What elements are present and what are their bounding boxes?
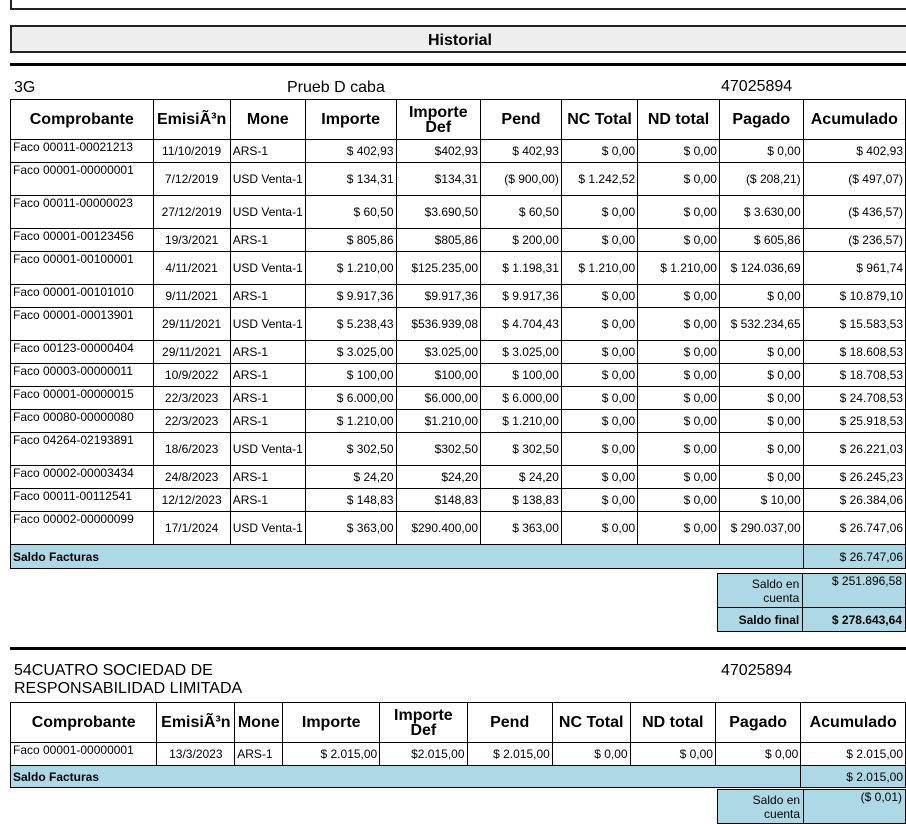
saldo-cuenta-label: Saldo en cuenta xyxy=(718,790,804,824)
cell-pagado: ($ 208,21) xyxy=(719,163,803,196)
cell-acumulado: ($ 436,57) xyxy=(803,196,905,229)
cell-comprobante: Faco 00001-00123456 xyxy=(11,229,154,252)
cell-emision: 18/6/2023 xyxy=(153,433,230,466)
table-row xyxy=(11,364,906,387)
cell-nc-total: $ 1.210,00 xyxy=(561,252,637,285)
client-code: 3G xyxy=(14,79,36,96)
table-row xyxy=(11,140,906,163)
cell-importe: $ 6.000,00 xyxy=(305,387,396,410)
col-header: Comprobante xyxy=(11,703,157,743)
cell-importe: $ 1.210,00 xyxy=(305,410,396,433)
cell-nd-total: $ 0,00 xyxy=(638,512,720,545)
cell-acumulado: $ 2.015,00 xyxy=(801,743,906,766)
cell-importe-def: $1.210,00 xyxy=(396,410,481,433)
saldo-final-label: Saldo final xyxy=(718,608,803,632)
saldo-cuenta-label: Saldo en cuenta xyxy=(718,574,803,608)
client-number: 47025894 xyxy=(721,662,793,679)
table-row xyxy=(11,410,906,433)
cell-nc-total: $ 0,00 xyxy=(561,387,637,410)
cell-acumulado: $ 24.708,53 xyxy=(803,387,905,410)
cell-pend: $ 302,50 xyxy=(481,433,562,466)
cell-pagado: $ 3.630,00 xyxy=(719,196,803,229)
table-row xyxy=(11,285,906,308)
col-header: Comprobante xyxy=(11,100,154,140)
cell-comprobante: Faco 00011-00000023 xyxy=(11,196,154,229)
cell-emision: 29/11/2021 xyxy=(153,341,230,364)
cell-moneda: ARS-1 xyxy=(230,341,305,364)
cell-nd-total: $ 0,00 xyxy=(638,466,720,489)
cell-emision: 13/3/2023 xyxy=(157,743,235,766)
cell-moneda: ARS-1 xyxy=(230,140,305,163)
cell-moneda: ARS-1 xyxy=(230,410,305,433)
cell-emision: 12/12/2023 xyxy=(153,489,230,512)
cell-nd-total: $ 0,00 xyxy=(638,364,720,387)
cell-importe-def: $125.235,00 xyxy=(396,252,481,285)
cell-acumulado: $ 25.918,53 xyxy=(803,410,905,433)
cell-comprobante: Faco 00002-00003434 xyxy=(11,466,154,489)
cell-acumulado: ($ 497,07) xyxy=(803,163,905,196)
cell-nc-total: $ 0,00 xyxy=(561,489,637,512)
cell-nd-total: $ 0,00 xyxy=(638,285,720,308)
cell-comprobante: Faco 00001-00100001 xyxy=(11,252,154,285)
cell-moneda: ARS-1 xyxy=(235,743,283,766)
invoice-table xyxy=(10,99,906,569)
section-divider xyxy=(10,63,906,66)
cell-comprobante: Faco 00123-00000404 xyxy=(11,341,154,364)
cell-importe: $ 134,31 xyxy=(305,163,396,196)
col-header: NC Total xyxy=(552,703,630,743)
cell-importe-def: $134,31 xyxy=(396,163,481,196)
cell-nc-total: $ 0,00 xyxy=(552,743,630,766)
cell-nc-total: $ 0,00 xyxy=(561,410,637,433)
cell-importe: $ 100,00 xyxy=(305,364,396,387)
cell-pend: $ 24,20 xyxy=(481,466,562,489)
cell-nd-total: $ 1.210,00 xyxy=(638,252,720,285)
cell-nd-total: $ 0,00 xyxy=(638,387,720,410)
table-row xyxy=(11,229,906,252)
cell-emision: 10/9/2022 xyxy=(153,364,230,387)
cell-importe-def: $148,83 xyxy=(396,489,481,512)
cell-pagado: $ 0,00 xyxy=(719,466,803,489)
cell-importe-def: $302,50 xyxy=(396,433,481,466)
cell-nc-total: $ 0,00 xyxy=(561,140,637,163)
cell-moneda: USD Venta-1 xyxy=(230,196,305,229)
cell-importe-def: $290.400,00 xyxy=(396,512,481,545)
cell-importe-def: $3.690,50 xyxy=(396,196,481,229)
cell-moneda: ARS-1 xyxy=(230,466,305,489)
cell-nc-total: $ 0,00 xyxy=(561,512,637,545)
col-header: Importe xyxy=(305,100,396,140)
cell-comprobante: Faco 00001-00013901 xyxy=(11,308,154,341)
col-header: EmisiÃ³n xyxy=(157,703,235,743)
cell-pend: $ 4.704,43 xyxy=(481,308,562,341)
cell-pend: $ 200,00 xyxy=(481,229,562,252)
col-header: Mone xyxy=(235,703,283,743)
cell-pend: $ 1.198,31 xyxy=(481,252,562,285)
cell-moneda: USD Venta-1 xyxy=(230,308,305,341)
table-row xyxy=(11,308,906,341)
cell-pagado: $ 0,00 xyxy=(719,433,803,466)
cell-importe: $ 148,83 xyxy=(305,489,396,512)
table-row xyxy=(11,252,906,285)
cell-acumulado: $ 26.245,23 xyxy=(803,466,905,489)
col-header: Acumulado xyxy=(801,703,906,743)
cell-importe-def: $3.025,00 xyxy=(396,341,481,364)
cell-comprobante: Faco 00080-00000080 xyxy=(11,410,154,433)
cell-importe: $ 60,50 xyxy=(305,196,396,229)
cell-pagado: $ 0,00 xyxy=(719,364,803,387)
saldo-facturas-value: $ 26.747,06 xyxy=(803,545,905,569)
cell-emision: 27/12/2019 xyxy=(153,196,230,229)
cell-importe: $ 3.025,00 xyxy=(305,341,396,364)
cell-nc-total: $ 0,00 xyxy=(561,466,637,489)
col-header: NC Total xyxy=(561,100,637,140)
col-header: ND total xyxy=(630,703,715,743)
cell-pagado: $ 0,00 xyxy=(719,285,803,308)
col-header: Pend xyxy=(481,100,562,140)
cell-acumulado: $ 15.583,53 xyxy=(803,308,905,341)
cell-comprobante: Faco 00001-00000015 xyxy=(11,387,154,410)
cell-moneda: ARS-1 xyxy=(230,489,305,512)
cell-pagado: $ 10,00 xyxy=(719,489,803,512)
cell-pend: $ 1.210,00 xyxy=(481,410,562,433)
cell-comprobante: Faco 00001-00000001 xyxy=(11,743,157,766)
cell-nc-total: $ 0,00 xyxy=(561,308,637,341)
cell-importe-def: $6.000,00 xyxy=(396,387,481,410)
cell-emision: 19/3/2021 xyxy=(153,229,230,252)
cell-importe: $ 363,00 xyxy=(305,512,396,545)
cell-nc-total: $ 0,00 xyxy=(561,341,637,364)
balance-summary xyxy=(717,573,906,632)
cell-moneda: USD Venta-1 xyxy=(230,252,305,285)
cell-nd-total: $ 0,00 xyxy=(638,163,720,196)
cell-acumulado: $ 402,93 xyxy=(803,140,905,163)
cell-emision: 22/3/2023 xyxy=(153,410,230,433)
col-header: Pagado xyxy=(715,703,800,743)
cell-acumulado: $ 18.608,53 xyxy=(803,341,905,364)
cell-comprobante: Faco 00001-00101010 xyxy=(11,285,154,308)
col-header: Pend xyxy=(467,703,552,743)
cell-pend: $ 363,00 xyxy=(481,512,562,545)
cell-importe: $ 2.015,00 xyxy=(283,743,380,766)
table-header-row xyxy=(11,703,906,743)
client-code: 54CUATRO SOCIEDAD DE RESPONSABILIDAD LIMITADA xyxy=(14,662,243,697)
cell-emision: 11/10/2019 xyxy=(153,140,230,163)
cell-emision: 7/12/2019 xyxy=(153,163,230,196)
cell-importe: $ 9.917,36 xyxy=(305,285,396,308)
col-header: Importe Def xyxy=(396,100,481,140)
col-header: Acumulado xyxy=(803,100,905,140)
cell-acumulado: $ 26.384,06 xyxy=(803,489,905,512)
col-header: ND total xyxy=(638,100,720,140)
cell-importe-def: $2.015,00 xyxy=(380,743,467,766)
cell-pagado: $ 0,00 xyxy=(715,743,800,766)
cell-acumulado: $ 26.747,06 xyxy=(803,512,905,545)
table-row xyxy=(11,387,906,410)
cell-comprobante: Faco 00003-00000011 xyxy=(11,364,154,387)
cell-importe: $ 302,50 xyxy=(305,433,396,466)
table-row xyxy=(11,466,906,489)
cell-comprobante: Faco 00011-00021213 xyxy=(11,140,154,163)
cell-importe: $ 24,20 xyxy=(305,466,396,489)
top-frame xyxy=(10,0,906,10)
saldo-cuenta-value: $ 251.896,58 xyxy=(803,574,906,608)
client-name: Prueb D caba xyxy=(287,79,385,96)
cell-importe-def: $24,20 xyxy=(396,466,481,489)
cell-emision: 9/11/2021 xyxy=(153,285,230,308)
saldo-facturas-value: $ 2.015,00 xyxy=(801,766,906,788)
saldo-final-value: $ 278.643,64 xyxy=(803,608,906,632)
cell-nc-total: $ 0,00 xyxy=(561,285,637,308)
client-number: 47025894 xyxy=(721,78,793,95)
table-row xyxy=(11,489,906,512)
cell-pend: $ 100,00 xyxy=(481,364,562,387)
cell-importe: $ 5.238,43 xyxy=(305,308,396,341)
cell-pend: $ 3.025,00 xyxy=(481,341,562,364)
invoice-table xyxy=(10,702,906,788)
cell-acumulado: $ 961,74 xyxy=(803,252,905,285)
table-row xyxy=(11,341,906,364)
cell-importe-def: $536.939,08 xyxy=(396,308,481,341)
cell-nd-total: $ 0,00 xyxy=(638,410,720,433)
cell-moneda: ARS-1 xyxy=(230,285,305,308)
cell-pend: $ 6.000,00 xyxy=(481,387,562,410)
cell-moneda: USD Venta-1 xyxy=(230,433,305,466)
cell-pend: $ 2.015,00 xyxy=(467,743,552,766)
cell-importe-def: $100,00 xyxy=(396,364,481,387)
cell-moneda: ARS-1 xyxy=(230,387,305,410)
cell-pagado: $ 532.234,65 xyxy=(719,308,803,341)
table-row xyxy=(11,433,906,466)
cell-pend: $ 402,93 xyxy=(481,140,562,163)
col-header: Importe xyxy=(283,703,380,743)
cell-nc-total: $ 0,00 xyxy=(561,433,637,466)
cell-comprobante: Faco 00011-00112541 xyxy=(11,489,154,512)
cell-comprobante: Faco 00002-00000099 xyxy=(11,512,154,545)
cell-nc-total: $ 0,00 xyxy=(561,196,637,229)
cell-nd-total: $ 0,00 xyxy=(638,433,720,466)
cell-pagado: $ 0,00 xyxy=(719,410,803,433)
cell-pend: ($ 900,00) xyxy=(481,163,562,196)
cell-moneda: ARS-1 xyxy=(230,229,305,252)
col-header: Pagado xyxy=(719,100,803,140)
cell-acumulado: $ 18.708,53 xyxy=(803,364,905,387)
col-header: EmisiÃ³n xyxy=(153,100,230,140)
cell-nc-total: $ 1.242,52 xyxy=(561,163,637,196)
cell-nd-total: $ 0,00 xyxy=(638,308,720,341)
cell-pagado: $ 0,00 xyxy=(719,140,803,163)
cell-acumulado: ($ 236,57) xyxy=(803,229,905,252)
saldo-facturas-label: Saldo Facturas xyxy=(11,545,804,569)
cell-comprobante: Faco 00001-00000001 xyxy=(11,163,154,196)
page-title: Historial xyxy=(10,25,906,53)
table-row xyxy=(11,743,906,766)
cell-nd-total: $ 0,00 xyxy=(638,229,720,252)
saldo-facturas-label: Saldo Facturas xyxy=(11,766,801,788)
cell-pagado: $ 0,00 xyxy=(719,341,803,364)
cell-pagado: $ 0,00 xyxy=(719,387,803,410)
cell-emision: 4/11/2021 xyxy=(153,252,230,285)
cell-pagado: $ 124.036,69 xyxy=(719,252,803,285)
cell-moneda: USD Venta-1 xyxy=(230,163,305,196)
cell-acumulado: $ 10.879,10 xyxy=(803,285,905,308)
table-row xyxy=(11,196,906,229)
saldo-cuenta-value: ($ 0,01) xyxy=(804,790,906,824)
table-header-row xyxy=(11,100,906,140)
cell-importe-def: $402,93 xyxy=(396,140,481,163)
cell-nc-total: $ 0,00 xyxy=(561,229,637,252)
cell-emision: 24/8/2023 xyxy=(153,466,230,489)
table-row xyxy=(11,163,906,196)
section-divider xyxy=(10,647,906,650)
cell-nd-total: $ 0,00 xyxy=(630,743,715,766)
cell-pend: $ 9.917,36 xyxy=(481,285,562,308)
cell-pagado: $ 290.037,00 xyxy=(719,512,803,545)
cell-emision: 22/3/2023 xyxy=(153,387,230,410)
cell-importe-def: $805,86 xyxy=(396,229,481,252)
cell-nc-total: $ 0,00 xyxy=(561,364,637,387)
cell-emision: 29/11/2021 xyxy=(153,308,230,341)
cell-nd-total: $ 0,00 xyxy=(638,140,720,163)
cell-importe-def: $9.917,36 xyxy=(396,285,481,308)
saldo-facturas-row xyxy=(11,545,906,569)
cell-importe: $ 805,86 xyxy=(305,229,396,252)
col-header: Importe Def xyxy=(380,703,467,743)
saldo-facturas-row xyxy=(11,766,906,788)
col-header: Mone xyxy=(230,100,305,140)
cell-acumulado: $ 26.221,03 xyxy=(803,433,905,466)
cell-moneda: ARS-1 xyxy=(230,364,305,387)
cell-nd-total: $ 0,00 xyxy=(638,341,720,364)
cell-nd-total: $ 0,00 xyxy=(638,196,720,229)
cell-importe: $ 402,93 xyxy=(305,140,396,163)
cell-pend: $ 138,83 xyxy=(481,489,562,512)
cell-importe: $ 1.210,00 xyxy=(305,252,396,285)
cell-comprobante: Faco 04264-02193891 xyxy=(11,433,154,466)
cell-nd-total: $ 0,00 xyxy=(638,489,720,512)
table-row xyxy=(11,512,906,545)
cell-emision: 17/1/2024 xyxy=(153,512,230,545)
cell-moneda: USD Venta-1 xyxy=(230,512,305,545)
cell-pagado: $ 605,86 xyxy=(719,229,803,252)
cell-pend: $ 60,50 xyxy=(481,196,562,229)
balance-summary xyxy=(717,789,906,824)
